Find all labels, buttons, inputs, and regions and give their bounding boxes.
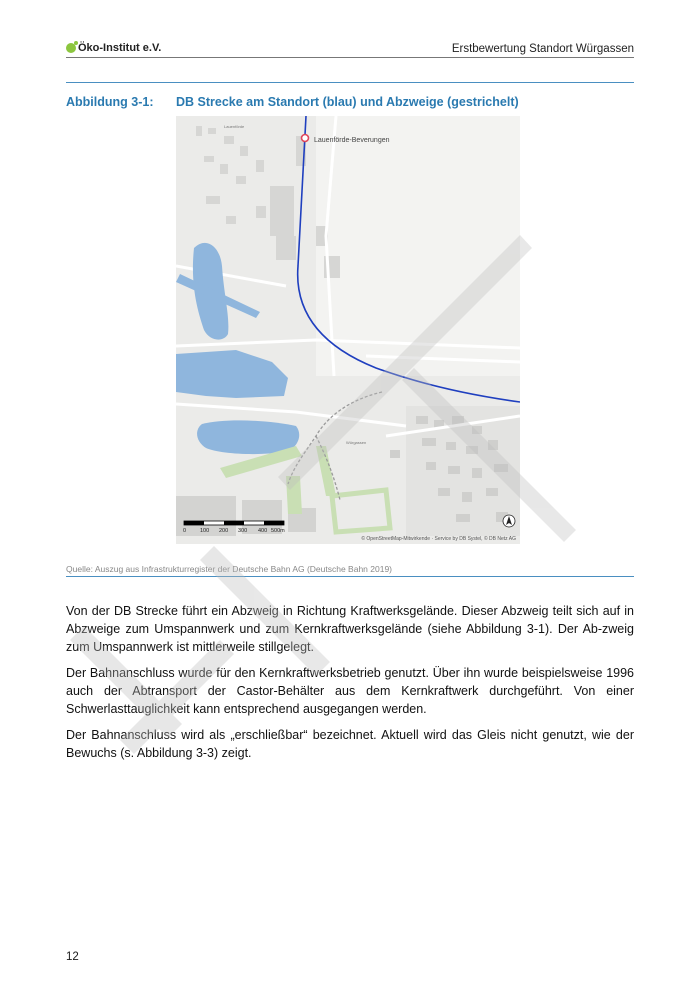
scale-tick: 400 [258,528,268,534]
place-label-south: Würgassen [346,440,367,445]
leaf-icon [66,43,76,53]
figure-title: DB Strecke am Standort (blau) und Abzweige (gestrichelt) [176,95,519,109]
scale-tick: 100 [200,528,210,534]
logo [66,42,161,54]
map-attribution: © OpenStreetMap-Mitwirkende · Service by DB Systel, © DB Netz AG [361,536,516,542]
figure-label: Abbildung 3-1: [66,95,154,109]
figure-source: Quelle: Auszug aus Infrastrukturregister der Deutsche Bahn AG (Deutsche Bahn 2019) [66,564,393,574]
paragraph-2: Der Bahnanschluss wurde für den Kernkraftwerksbetrieb genutzt. Über ihn wurde beispielsweise 1996 auch der Abtransport der Castor-Behälter aus dem Kernkraftwerk durchgeführt. Von einer Schwerlasttauglichkeit kann entsprechend ausgegangen werden. [66,666,634,716]
header-divider [66,57,634,58]
document-title: Erstbewertung Standort Würgassen [451,43,634,55]
figure-top-divider [66,82,634,83]
scale-tick: 0 [183,528,187,534]
page-number: 12 [66,951,79,963]
station-label: Lauenförde-Beverungen [314,137,390,144]
map-figure [176,116,520,544]
place-label-north: Lauenförde [224,124,245,129]
scale-tick: 200 [219,528,229,534]
paragraph-3: Der Bahnanschluss wird als „erschließbar“ bezeichnet. Aktuell wird das Gleis nicht genutzt, wie der Bewuchs (s. Abbildung 3-3) zeigt. [66,728,634,760]
scale-tick: 300 [238,528,248,534]
logo-text: Öko-Institut e.V. [78,42,162,54]
north-arrow-icon [503,515,515,527]
paragraph-1: Von der DB Strecke führt ein Abzweig in Richtung Kraftwerksgelände. Dieser Abzweig teilt sich auf in Abzweige zum Umspannwerk und zum Kernkraftwerksgelände (siehe Abbildung 3-1). Der Ab-zweig zum Umspannwerk ist mittlerweile stillgelegt. [66,604,634,654]
scale-tick: 500m [271,528,285,534]
figure-bottom-divider [66,576,634,577]
station-marker [302,135,309,142]
